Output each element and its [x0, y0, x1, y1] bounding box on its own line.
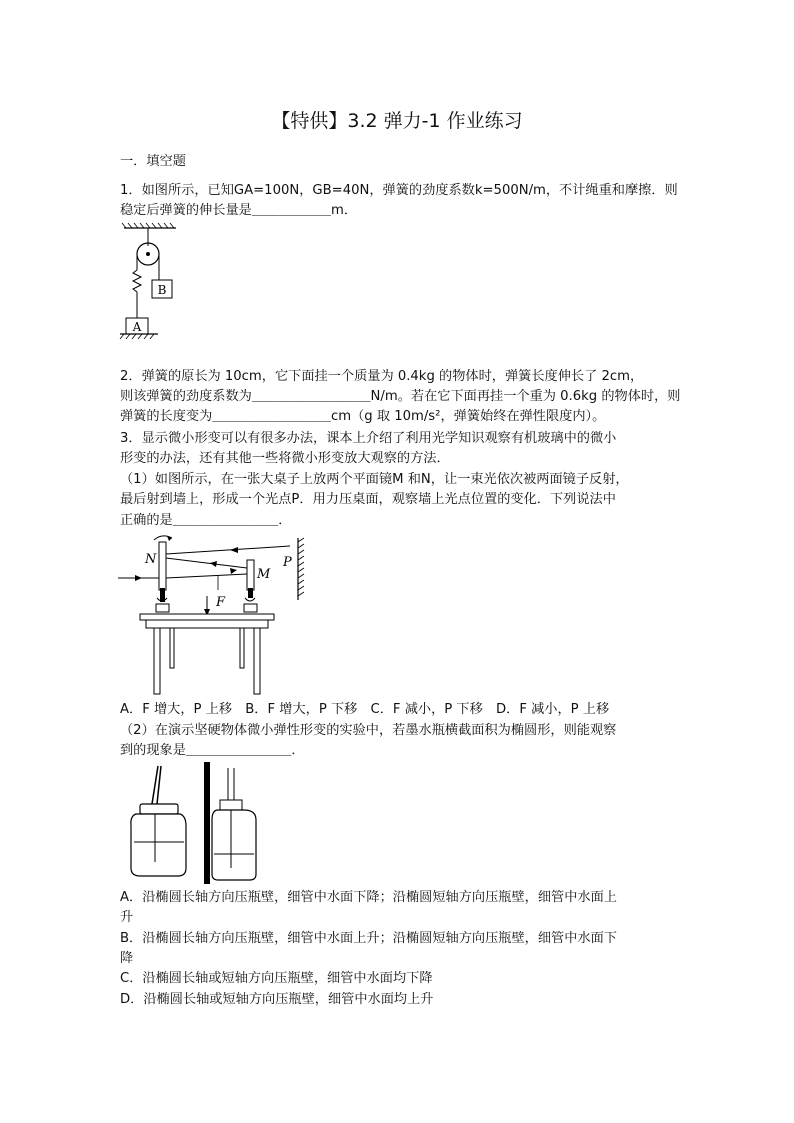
q3-part1-options: A．F 增大，P 上移 B．F 增大，P 下移 C．F 减小，P 下移 D．F 减小，P 上移	[120, 702, 610, 717]
bottle-left	[131, 814, 186, 876]
q3-option-b-line1: B．沿椭圆长轴方向压瓶壁，细管中水面上升；沿椭圆短轴方向压瓶壁，细管中水面下	[120, 931, 617, 946]
point-p-label: P	[283, 555, 292, 570]
bottle-cap-left	[140, 804, 178, 814]
block-a-label: A	[132, 320, 142, 334]
mirror-n-label: N	[145, 552, 157, 567]
q2-text-line3: 弹簧的长度变为＿＿＿＿＿＿＿＿＿cm（g 取 10m/s²，弹簧始终在弹性限度内）。	[120, 409, 606, 424]
section-heading: 一．填空题	[120, 154, 186, 169]
table-top	[140, 614, 274, 620]
q3-text-line2: 形变的办法，还有其他一些将微小形变放大观察的方法．	[120, 451, 450, 466]
q3-part1-line1: （1）如图所示，在一张大桌子上放两个平面镜M 和N，让一束光依次被两面镜子反射，	[120, 472, 629, 487]
q3-option-a-line1: A．沿椭圆长轴方向压瓶壁，细管中水面下降；沿椭圆短轴方向压瓶壁，细管中水面上	[120, 890, 617, 905]
q3-option-b-line2: 降	[120, 951, 134, 966]
bottle-right	[212, 810, 256, 880]
q3-part1-line2: 最后射到墙上，形成一个光点P．用力压桌面，观察墙上光点位置的变化．下列说法中	[120, 492, 616, 507]
bottle-cap-right	[220, 800, 242, 810]
ink-bottle-figure	[128, 762, 268, 884]
mirror-table-figure	[118, 534, 318, 699]
q1-text-line2: 稳定后弹簧的伸长量是＿＿＿＿＿＿m．	[120, 203, 358, 218]
mirror-m	[247, 560, 254, 590]
q3-part2-line1: （2）在演示坚硬物体微小弹性形变的实验中，若墨水瓶横截面积为椭圆形，则能观察	[120, 723, 617, 738]
pulley-spring-figure	[118, 222, 188, 342]
q3-option-c: C．沿椭圆长轴或短轴方向压瓶壁，细管中水面均下降	[120, 971, 433, 986]
force-f-label: F	[216, 595, 226, 610]
q3-part2-line2: 到的现象是＿＿＿＿＿＿＿＿．	[120, 743, 305, 758]
q3-text-line1: 3．显示微小形变可以有很多办法，课本上介绍了利用光学知识观察有机玻璃中的微小	[120, 431, 617, 446]
q3-option-a-line2: 升	[120, 910, 134, 925]
page-title: 【特供】3.2 弹力-1 作业练习	[271, 110, 523, 132]
q3-option-d: D．沿椭圆长轴或短轴方向压瓶壁，细管中水面均上升	[120, 992, 434, 1007]
q2-text-line2: 则该弹簧的劲度系数为＿＿＿＿＿＿＿＿＿N/m。若在它下面再挂一个重为 0.6kg 的物体时，则	[120, 389, 681, 404]
q1-text-line1: 1．如图所示，已知GA=100N，GB=40N，弹簧的劲度系数k=500N/m，不计绳重和摩擦．则	[120, 183, 678, 198]
q2-text-line1: 2．弹簧的原长为 10cm，它下面挂一个质量为 0.4kg 的物体时，弹簧长度伸长了 2cm，	[120, 369, 644, 384]
block-b-label: B	[157, 283, 167, 297]
divider-bar	[204, 762, 210, 884]
q3-part1-line3: 正确的是＿＿＿＿＿＿＿＿．	[120, 513, 292, 528]
mirror-n	[159, 542, 166, 590]
mirror-m-label: M	[257, 567, 271, 582]
